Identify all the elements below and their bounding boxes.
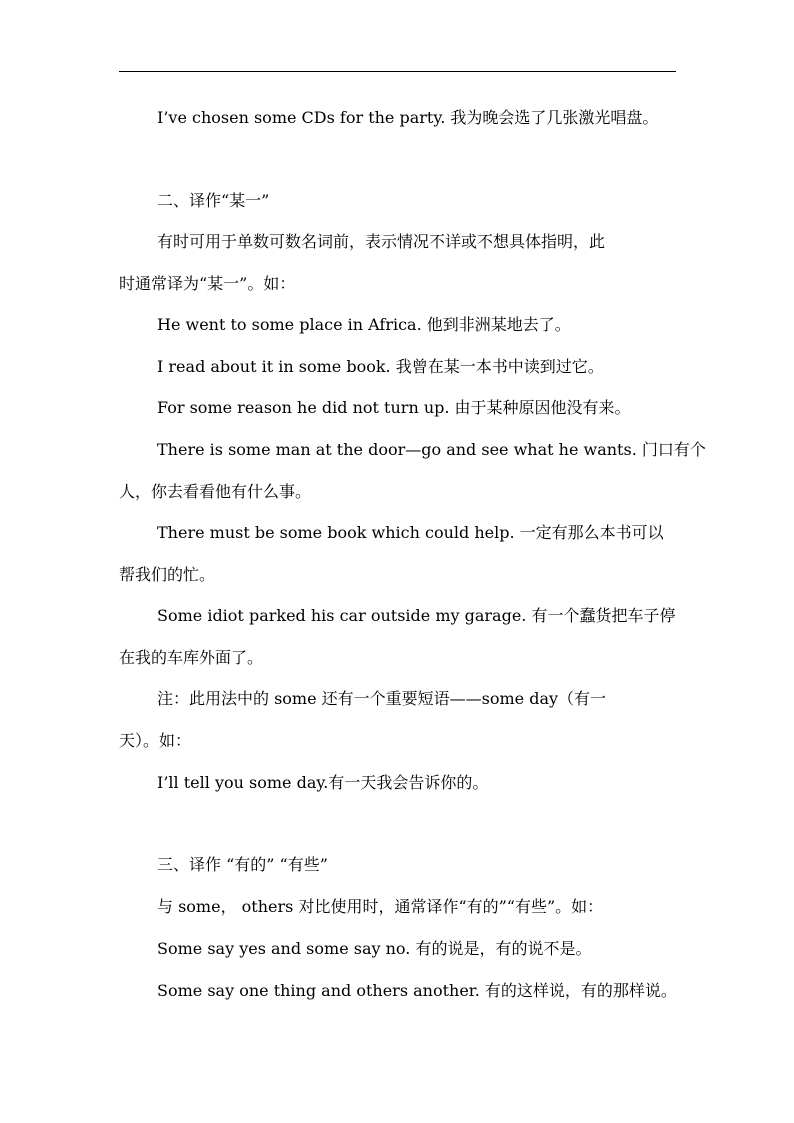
section-heading: 三、译作 “有的” “有些” [157, 855, 328, 874]
example-sentence: Some say yes and some say no. 有的说是，有的说不是。 [157, 939, 592, 958]
note-line: 天）。如： [119, 731, 192, 750]
paragraph-line: 有时可用于单数可数名词前，表示情况不详或不想具体指明，此 [157, 232, 606, 251]
example-sentence: 在我的车库外面了。 [119, 648, 264, 667]
header-rule [119, 71, 676, 72]
example-sentence: I read about it in some book. 我曾在某一本书中读到过它。 [157, 357, 604, 376]
example-sentence: I’ve chosen some CDs for the party. 我为晚会选了几张激光唱盘。 [157, 108, 659, 127]
example-sentence: I’ll tell you some day.有一天我会告诉你的。 [157, 773, 489, 792]
example-sentence: There is some man at the door—go and see what he wants. 门口有个 [157, 440, 706, 459]
section-heading: 二、译作“某一” [157, 191, 270, 210]
example-sentence: Some say one thing and others another. 有的这样说，有的那样说。 [157, 981, 677, 1000]
example-sentence: Some idiot parked his car outside my garage. 有一个蠢货把车子停 [157, 606, 676, 625]
example-sentence: He went to some place in Africa. 他到非洲某地去了。 [157, 315, 571, 334]
example-sentence: 人，你去看看他有什么事。 [119, 482, 312, 501]
example-sentence: There must be some book which could help. 一定有那么本书可以 [157, 523, 664, 542]
paragraph-line: 与 some， others 对比使用时，通常译作“有的”“有些”。如： [157, 897, 604, 916]
example-sentence: 帮我们的忙。 [119, 565, 216, 584]
paragraph-line: 时通常译为“某一”。如： [119, 274, 296, 293]
example-sentence: For some reason he did not turn up. 由于某种原因他没有来。 [157, 398, 631, 417]
note-line: 注：此用法中的 some 还有一个重要短语——some day（有一 [157, 689, 607, 708]
